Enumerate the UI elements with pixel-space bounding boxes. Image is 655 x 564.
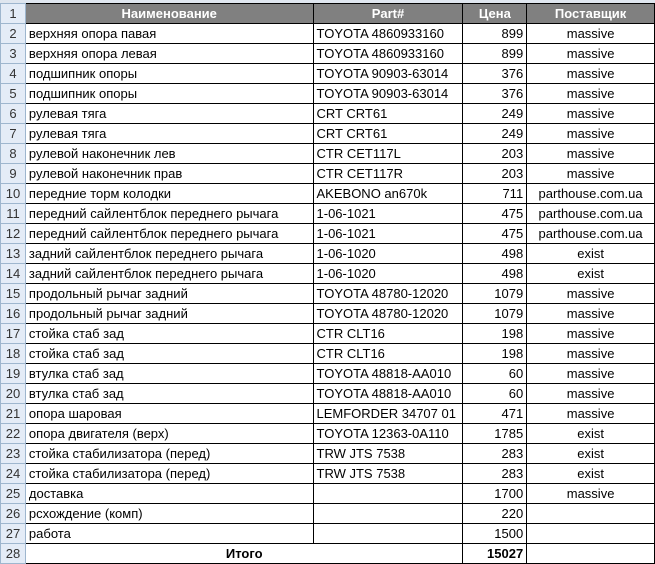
cell-price[interactable]: 198: [463, 324, 527, 344]
row-number[interactable]: 15: [1, 284, 26, 304]
cell-supplier[interactable]: massive: [527, 84, 655, 104]
cell-part[interactable]: TOYOTA 48780-12020: [313, 304, 463, 324]
cell-name[interactable]: втулка стаб зад: [25, 384, 313, 404]
row-number[interactable]: 1: [1, 4, 26, 24]
cell-name[interactable]: рулевой наконечник прав: [25, 164, 313, 184]
cell-part[interactable]: 1-06-1021: [313, 204, 463, 224]
cell-price[interactable]: 1700: [463, 484, 527, 504]
cell-name[interactable]: продольный рычаг задний: [25, 304, 313, 324]
total-row: [1, 544, 655, 564]
cell-price[interactable]: 475: [463, 224, 527, 244]
cell-name[interactable]: верхняя опора павая: [25, 24, 313, 44]
table-row: [1, 464, 655, 484]
cell-part[interactable]: AKEBONO an670k: [313, 184, 463, 204]
header-row: [1, 4, 655, 24]
cell-part[interactable]: LEMFORDER 34707 01: [313, 404, 463, 424]
cell-supplier[interactable]: massive: [527, 344, 655, 364]
cell-part[interactable]: CTR CET117L: [313, 144, 463, 164]
cell-name[interactable]: подшипник опоры: [25, 84, 313, 104]
cell-supplier[interactable]: exist: [527, 464, 655, 484]
cell-name[interactable]: стойка стабилизатора (перед): [25, 444, 313, 464]
table-row: [1, 344, 655, 364]
cell-name[interactable]: задний сайлентблок переднего рычага: [25, 244, 313, 264]
cell-price[interactable]: 376: [463, 64, 527, 84]
row-number[interactable]: 21: [1, 404, 26, 424]
table-row: [1, 44, 655, 64]
row-number[interactable]: 11: [1, 204, 26, 224]
row-number[interactable]: 26: [1, 504, 26, 524]
cell-supplier[interactable]: massive: [527, 404, 655, 424]
cell-supplier[interactable]: [527, 544, 655, 564]
cell-supplier[interactable]: massive: [527, 124, 655, 144]
row-number[interactable]: 19: [1, 364, 26, 384]
cell-name[interactable]: втулка стаб зад: [25, 364, 313, 384]
table-row: [1, 504, 655, 524]
cell-price[interactable]: 1079: [463, 284, 527, 304]
cell-name[interactable]: рулевая тяга: [25, 104, 313, 124]
cell-part[interactable]: TOYOTA 48818-AA010: [313, 384, 463, 404]
cell-name[interactable]: стойка стаб зад: [25, 344, 313, 364]
cell-part[interactable]: [313, 524, 463, 544]
cell-supplier[interactable]: exist: [527, 244, 655, 264]
cell-price[interactable]: 60: [463, 364, 527, 384]
cell-supplier[interactable]: parthouse.com.ua: [527, 184, 655, 204]
cell-supplier[interactable]: massive: [527, 364, 655, 384]
row-number[interactable]: 17: [1, 324, 26, 344]
row-number[interactable]: 3: [1, 44, 26, 64]
row-number[interactable]: 22: [1, 424, 26, 444]
table-row: [1, 164, 655, 184]
row-number[interactable]: 28: [1, 544, 26, 564]
cell-name[interactable]: верхняя опора левая: [25, 44, 313, 64]
row-number[interactable]: 20: [1, 384, 26, 404]
table-row: [1, 444, 655, 464]
cell-part[interactable]: 1-06-1021: [313, 224, 463, 244]
cell-price[interactable]: 1500: [463, 524, 527, 544]
cell-supplier[interactable]: massive: [527, 324, 655, 344]
cell-price[interactable]: 283: [463, 464, 527, 484]
cell-part[interactable]: 1-06-1020: [313, 264, 463, 284]
cell-part[interactable]: TOYOTA 48780-12020: [313, 284, 463, 304]
table-row: [1, 124, 655, 144]
table-row: [1, 524, 655, 544]
cell-supplier[interactable]: exist: [527, 424, 655, 444]
cell-supplier[interactable]: [527, 504, 655, 524]
cell-price[interactable]: 60: [463, 384, 527, 404]
cell-name[interactable]: подшипник опоры: [25, 64, 313, 84]
spreadsheet: [0, 3, 655, 564]
cell-supplier[interactable]: massive: [527, 164, 655, 184]
table-row: [1, 24, 655, 44]
cell-part[interactable]: 1-06-1020: [313, 244, 463, 264]
cell-part[interactable]: CTR CLT16: [313, 324, 463, 344]
cell-price[interactable]: 249: [463, 104, 527, 124]
cell-price[interactable]: 471: [463, 404, 527, 424]
row-number[interactable]: 8: [1, 144, 26, 164]
cell-price[interactable]: 498: [463, 244, 527, 264]
cell-price[interactable]: 376: [463, 84, 527, 104]
cell-supplier[interactable]: massive: [527, 304, 655, 324]
cell-price[interactable]: 198: [463, 344, 527, 364]
cell-supplier[interactable]: parthouse.com.ua: [527, 224, 655, 244]
cell-name[interactable]: рсхождение (комп): [25, 504, 313, 524]
table-row: [1, 324, 655, 344]
cell-name[interactable]: передний сайлентблок переднего рычага: [25, 224, 313, 244]
table-row: [1, 404, 655, 424]
table-row: [1, 204, 655, 224]
cell-supplier[interactable]: massive: [527, 24, 655, 44]
header-supplier[interactable]: Поставщик: [527, 4, 655, 24]
cell-price[interactable]: 203: [463, 144, 527, 164]
cell-supplier[interactable]: [527, 524, 655, 544]
cell-name[interactable]: передний сайлентблок переднего рычага: [25, 204, 313, 224]
row-number[interactable]: 16: [1, 304, 26, 324]
cell-name[interactable]: передние торм колодки: [25, 184, 313, 204]
cell-name[interactable]: рулевая тяга: [25, 124, 313, 144]
row-number[interactable]: 6: [1, 104, 26, 124]
row-number[interactable]: 27: [1, 524, 26, 544]
cell-price[interactable]: 899: [463, 44, 527, 64]
cell-part[interactable]: CRT CRT61: [313, 104, 463, 124]
header-part[interactable]: Part#: [313, 4, 463, 24]
header-price[interactable]: Цена: [463, 4, 527, 24]
row-number[interactable]: 13: [1, 244, 26, 264]
table-row: [1, 104, 655, 124]
cell-name[interactable]: доставка: [25, 484, 313, 504]
row-number[interactable]: 2: [1, 24, 26, 44]
table-row: [1, 224, 655, 244]
row-number[interactable]: 14: [1, 264, 26, 284]
table-row: [1, 64, 655, 84]
row-number[interactable]: 5: [1, 84, 26, 104]
cell-name[interactable]: стойка стабилизатора (перед): [25, 464, 313, 484]
cell-name[interactable]: продольный рычаг задний: [25, 284, 313, 304]
table-row: [1, 264, 655, 284]
cell-part[interactable]: TOYOTA 90903-63014: [313, 84, 463, 104]
cell-part[interactable]: TOYOTA 12363-0A110: [313, 424, 463, 444]
cell-supplier[interactable]: exist: [527, 444, 655, 464]
table-row: [1, 484, 655, 504]
cell-part[interactable]: TRW JTS 7538: [313, 444, 463, 464]
cell-part[interactable]: CTR CET117R: [313, 164, 463, 184]
cell-price[interactable]: 475: [463, 204, 527, 224]
cell-name[interactable]: опора двигателя (верх): [25, 424, 313, 444]
row-number[interactable]: 25: [1, 484, 26, 504]
row-number[interactable]: 10: [1, 184, 26, 204]
cell-supplier[interactable]: massive: [527, 104, 655, 124]
cell-name[interactable]: рулевой наконечник лев: [25, 144, 313, 164]
cell-part[interactable]: TOYOTA 4860933160: [313, 24, 463, 44]
row-number[interactable]: 9: [1, 164, 26, 184]
cell-part[interactable]: [313, 504, 463, 524]
cell-name[interactable]: опора шаровая: [25, 404, 313, 424]
cell-part[interactable]: TOYOTA 4860933160: [313, 44, 463, 64]
cell-part[interactable]: CTR CLT16: [313, 344, 463, 364]
cell-supplier[interactable]: massive: [527, 144, 655, 164]
header-name[interactable]: Наименование: [25, 4, 313, 24]
table-row: [1, 304, 655, 324]
cell-part[interactable]: TOYOTA 48818-AA010: [313, 364, 463, 384]
cell-price[interactable]: 1785: [463, 424, 527, 444]
cell-part[interactable]: TOYOTA 90903-63014: [313, 64, 463, 84]
table-row: [1, 384, 655, 404]
cell-part[interactable]: TRW JTS 7538: [313, 464, 463, 484]
cell-price[interactable]: 1079: [463, 304, 527, 324]
row-number[interactable]: 23: [1, 444, 26, 464]
table-row: [1, 424, 655, 444]
cell-part[interactable]: CRT CRT61: [313, 124, 463, 144]
table-row: [1, 284, 655, 304]
cell-part[interactable]: [313, 484, 463, 504]
row-number[interactable]: 12: [1, 224, 26, 244]
row-number[interactable]: 24: [1, 464, 26, 484]
cell-supplier[interactable]: massive: [527, 484, 655, 504]
cell-name[interactable]: задний сайлентблок переднего рычага: [25, 264, 313, 284]
cell-price[interactable]: 283: [463, 444, 527, 464]
table-row: [1, 244, 655, 264]
cell-price[interactable]: 498: [463, 264, 527, 284]
cell-price[interactable]: 220: [463, 504, 527, 524]
cell-supplier[interactable]: parthouse.com.ua: [527, 204, 655, 224]
table-row: [1, 364, 655, 384]
row-number[interactable]: 18: [1, 344, 26, 364]
cell-supplier[interactable]: exist: [527, 264, 655, 284]
cell-name[interactable]: стойка стаб зад: [25, 324, 313, 344]
cell-price[interactable]: 899: [463, 24, 527, 44]
table-row: [1, 144, 655, 164]
cell-name[interactable]: работа: [25, 524, 313, 544]
cell-price[interactable]: 711: [463, 184, 527, 204]
table-row: [1, 184, 655, 204]
total-label[interactable]: Итого: [25, 544, 463, 564]
parts-table: [0, 3, 655, 564]
row-number[interactable]: 4: [1, 64, 26, 84]
table-row: [1, 84, 655, 104]
cell-price[interactable]: 203: [463, 164, 527, 184]
cell-price[interactable]: 249: [463, 124, 527, 144]
cell-supplier[interactable]: massive: [527, 44, 655, 64]
cell-supplier[interactable]: massive: [527, 284, 655, 304]
cell-supplier[interactable]: massive: [527, 384, 655, 404]
cell-supplier[interactable]: massive: [527, 64, 655, 84]
total-price[interactable]: 15027: [463, 544, 527, 564]
row-number[interactable]: 7: [1, 124, 26, 144]
